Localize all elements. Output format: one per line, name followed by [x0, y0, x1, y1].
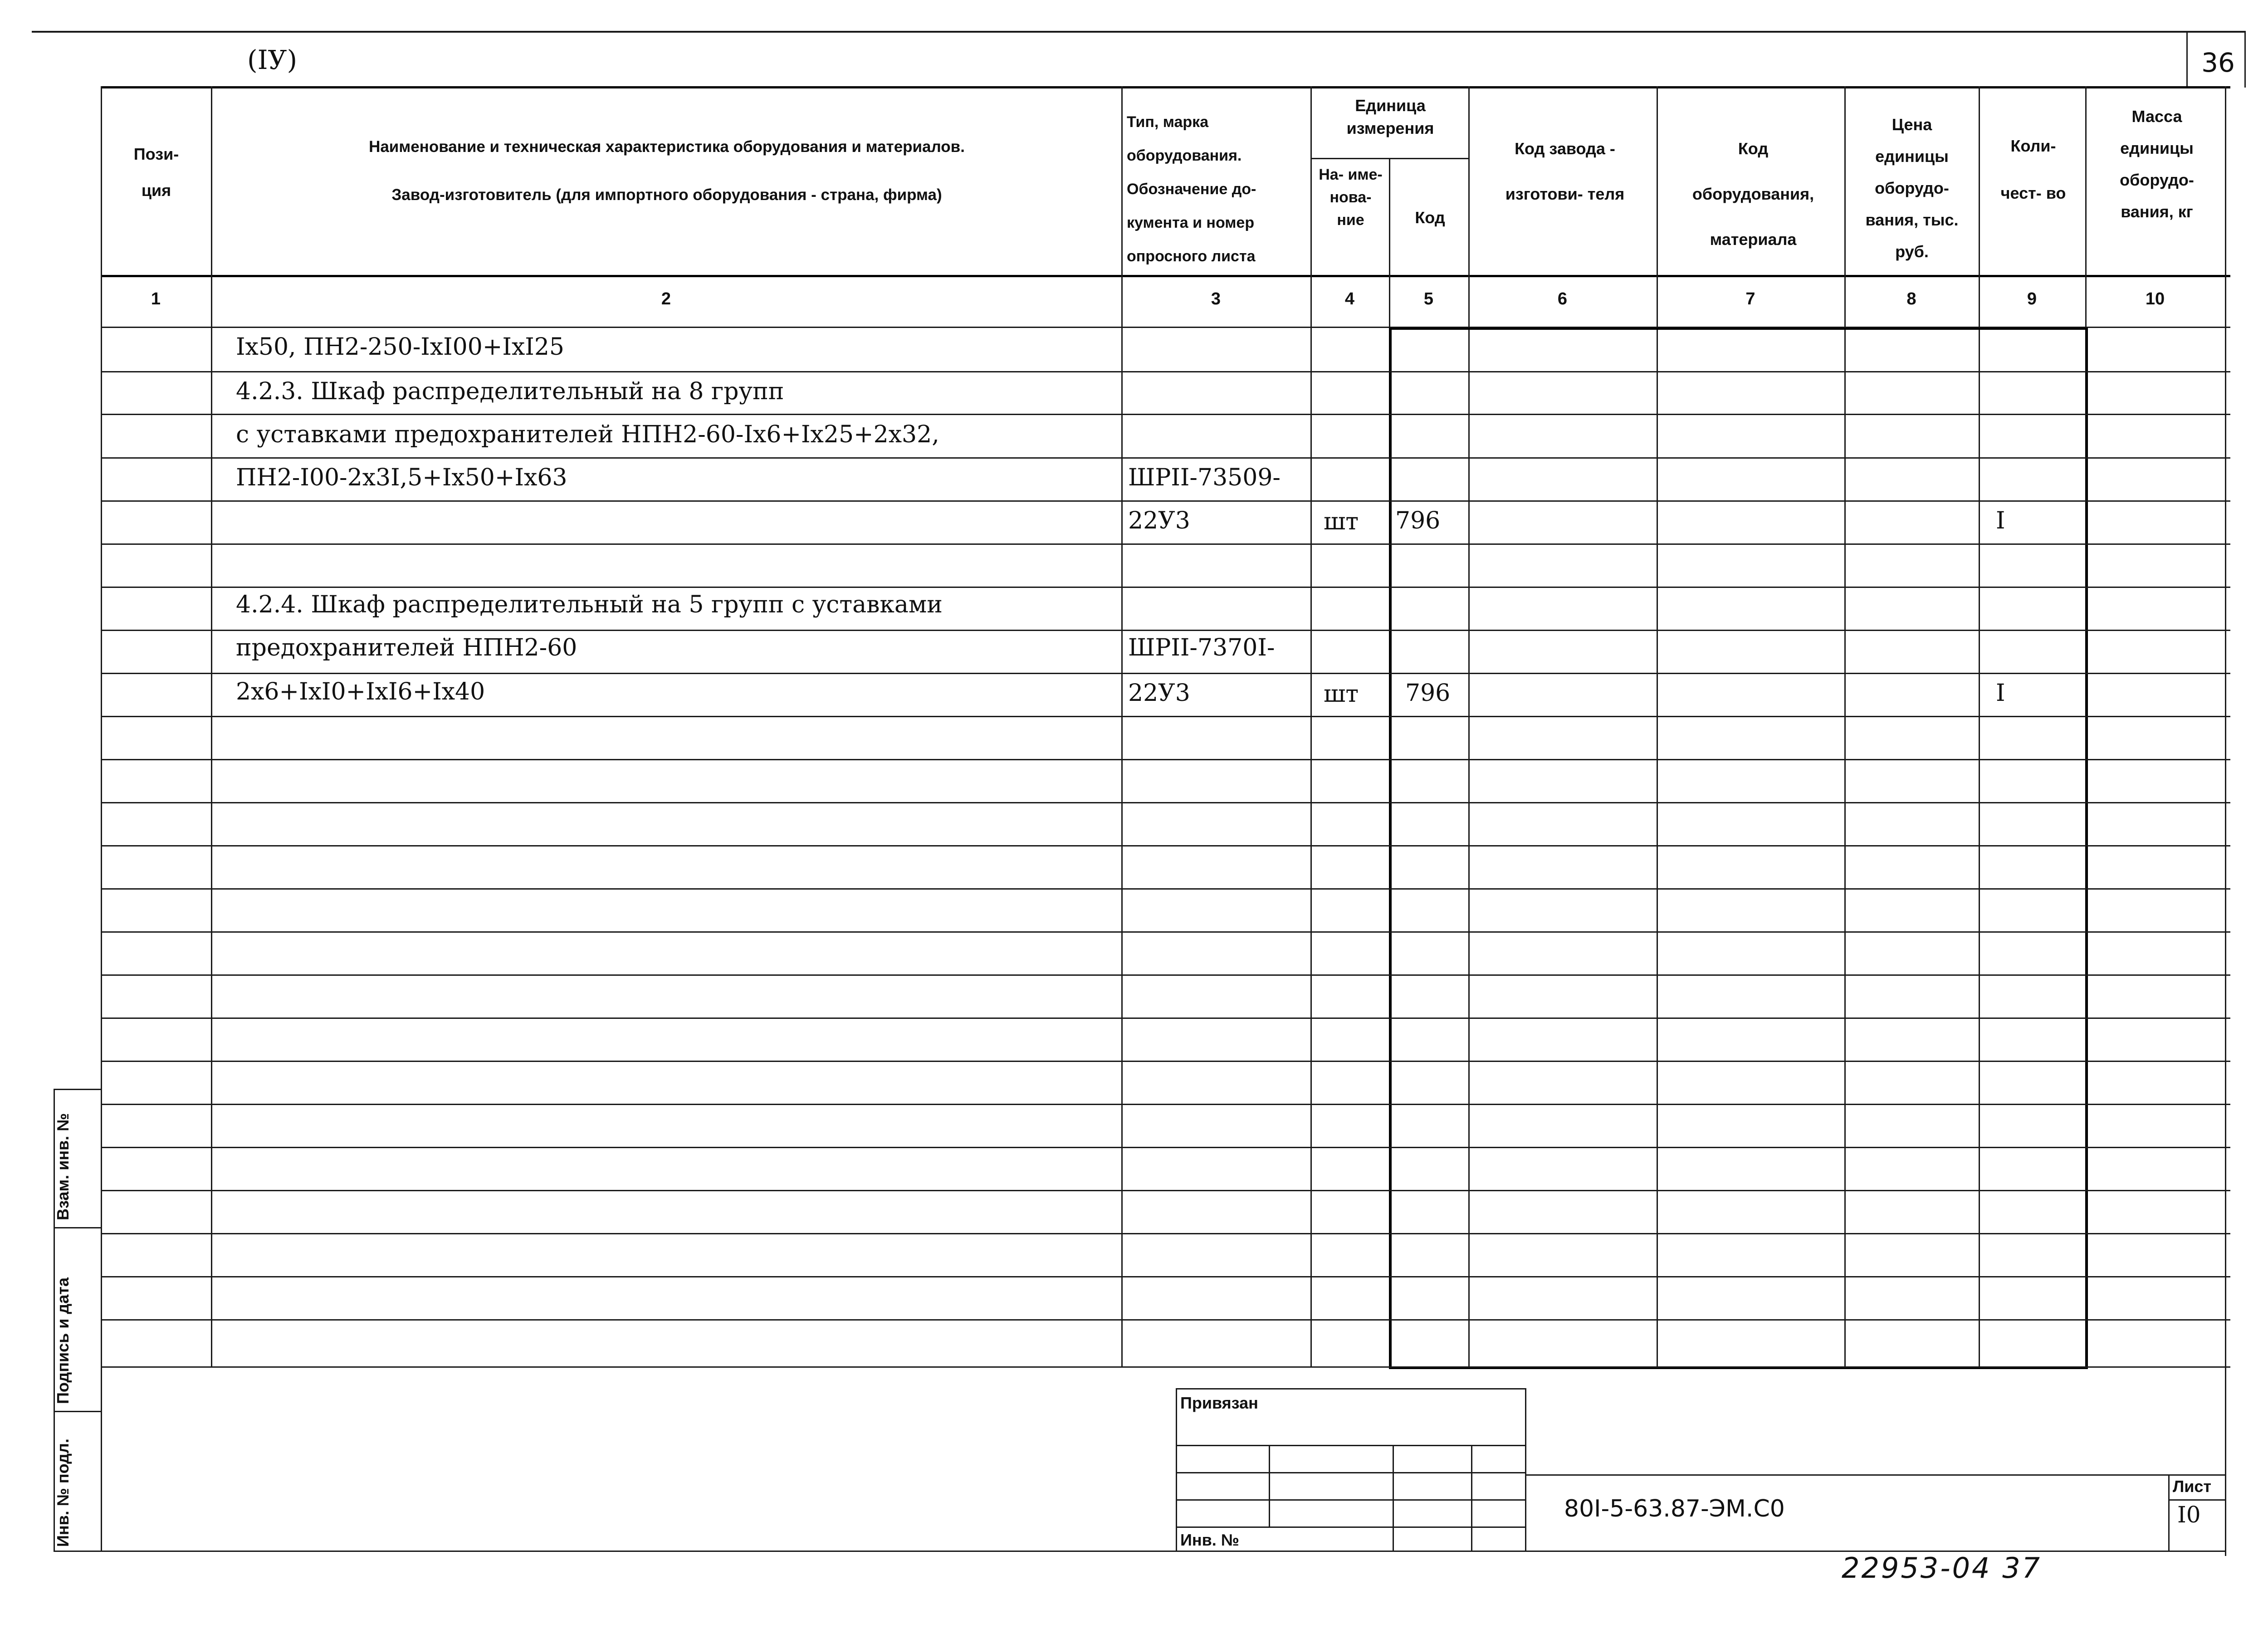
table-top-border: [101, 86, 2230, 88]
row-line: [101, 1233, 2230, 1234]
row-line: [101, 888, 2230, 890]
col-line-2: [1121, 86, 1123, 1368]
privyazan-label: Привязан: [1180, 1394, 1258, 1412]
row-line: [101, 371, 2230, 372]
header-factory-code: Код завода - изготови- теля: [1505, 139, 1625, 203]
header-unit-name: На- име- нова- ние: [1319, 166, 1383, 229]
row-line: [101, 845, 2230, 846]
col-line-8: [1979, 86, 1980, 1368]
titleblock-sheet-left: [2168, 1474, 2170, 1551]
row-line: [101, 587, 2230, 588]
side-stamp-bottom: [54, 1551, 101, 1552]
row-type: ШРII-7370I-: [1128, 634, 1275, 661]
row-type: 22У3: [1128, 507, 1190, 534]
column-number: 4: [1344, 289, 1355, 308]
row-line: [101, 974, 2230, 976]
header-bottom-border: [101, 275, 2230, 277]
column-number: 10: [2145, 289, 2165, 308]
stamp-row-4: [1176, 1526, 1526, 1528]
header-quantity: Коли- чест- во: [2000, 137, 2066, 202]
header-unit-code: Код: [1415, 208, 1445, 227]
row-line: [101, 673, 2230, 674]
side-stamp-divider-1: [54, 1227, 101, 1228]
row-line: [101, 1018, 2230, 1019]
header-position: Пози- ция: [133, 145, 179, 200]
top-border-line: [32, 31, 2245, 33]
header-mass: Масса единицы оборудо- вания, кг: [2120, 107, 2194, 221]
side-stamp-podpis: Подпись и дата: [54, 1277, 72, 1404]
header-unit-group: Единица измерения: [1346, 96, 1434, 137]
row-line: [101, 759, 2230, 760]
col-line-1: [211, 86, 212, 1368]
col-line-10: [2225, 86, 2226, 1556]
row-unit: шт: [1324, 680, 1359, 708]
unit-group-divider: [1310, 158, 1468, 159]
row-line: [101, 543, 2230, 545]
frame-top: [1389, 328, 2088, 330]
row-line: [101, 414, 2230, 415]
footer-number: 22953-04 37: [1842, 1551, 2042, 1585]
col-line-3: [1310, 86, 1312, 1368]
header-type: Тип, марка оборудования. Обозначение до- кумента и номер опросного листа: [1127, 113, 1256, 265]
col-line-6: [1657, 86, 1658, 1368]
column-number: 5: [1423, 289, 1434, 308]
row-qty: I: [1996, 507, 2005, 534]
row-name: ПН2-I00-2х3I,5+Iх50+Iх63: [236, 464, 567, 491]
row-name: предохранителей НПН2-60: [236, 634, 577, 661]
col-line-7: [1844, 86, 1846, 1368]
column-number: 2: [661, 289, 671, 308]
header-price: Цена единицы оборудо- вания, тыс. руб.: [1865, 115, 1959, 261]
section-mark: (IУ): [247, 44, 298, 75]
side-stamp-divider-2: [54, 1411, 101, 1412]
column-number: 7: [1745, 289, 1755, 308]
row-line: [101, 457, 2230, 459]
stamp-col-2: [1393, 1445, 1394, 1551]
row-line: [101, 1061, 2230, 1062]
column-number: 6: [1557, 289, 1568, 308]
row-unit: шт: [1324, 508, 1359, 535]
stamp-col-1: [1269, 1445, 1270, 1526]
frame-right: [2085, 328, 2088, 1369]
row-qty: I: [1996, 680, 2005, 707]
row-name: 2х6+IхI0+IхI6+Iх40: [236, 678, 485, 705]
stamp-row-1: [1176, 1445, 1526, 1446]
stamp-row-3: [1176, 1499, 1526, 1501]
side-stamp-top: [54, 1089, 101, 1090]
row-code: 796: [1395, 507, 1441, 534]
sheet-value: I0: [2177, 1502, 2201, 1528]
row-name: Iх50, ПН2-250-IхI00+IхI25: [236, 333, 564, 361]
inv-no-label: Инв. №: [1180, 1531, 1239, 1549]
side-stamp-inv: Инв. № подл.: [54, 1438, 72, 1547]
col-line-5: [1468, 86, 1470, 1368]
row-line: [101, 1147, 2230, 1148]
row-line: [101, 802, 2230, 803]
document-code: 80I-5-63.87-ЭМ.С0: [1564, 1495, 1785, 1522]
row-code: 796: [1405, 680, 1451, 707]
row-line: [101, 716, 2230, 717]
stamp-col-3: [1471, 1445, 1472, 1551]
column-number: 9: [2027, 289, 2037, 308]
column-number: 1: [151, 289, 161, 308]
row-type: ШРII-73509-: [1128, 464, 1281, 491]
row-line: [101, 1319, 2230, 1321]
page-number-box-left: [2186, 31, 2188, 88]
table-bottom-border: [101, 1366, 2230, 1368]
titleblock-sheet-divider: [2168, 1499, 2226, 1501]
row-type: 22У3: [1128, 680, 1190, 707]
header-equipment-code: Код оборудования, материала: [1692, 139, 1814, 249]
row-line: [101, 500, 2230, 502]
column-number: 3: [1211, 289, 1221, 308]
header-name-line2: Завод-изготовитель (для импортного оборудования - страна, фирма): [391, 186, 942, 204]
page-number-box-right: [2244, 31, 2246, 88]
sheet-label: Лист: [2173, 1477, 2212, 1496]
frame-left: [1389, 328, 1392, 1369]
row-name: 4.2.4. Шкаф распределительный на 5 групп с уставками: [236, 591, 943, 618]
row-line: [101, 931, 2230, 933]
column-number: 8: [1906, 289, 1916, 308]
row-line: [101, 630, 2230, 631]
header-name-line1: Наименование и техническая характеристика оборудования и материалов.: [369, 138, 965, 156]
titleblock-right-top: [1525, 1474, 2226, 1476]
page-number: 36: [2201, 47, 2235, 78]
row-line: [101, 1190, 2230, 1191]
row-line: [101, 1276, 2230, 1277]
side-stamp-vzam: Взам. инв. №: [54, 1113, 72, 1220]
stamp-top: [1176, 1388, 1526, 1389]
stamp-row-2: [1176, 1472, 1526, 1473]
row-name: с уставками предохранителей НПН2-60-Iх6+Iх25+2х32,: [236, 421, 939, 448]
row-line: [101, 1104, 2230, 1105]
row-name: 4.2.3. Шкаф распределительный на 8 групп: [236, 378, 784, 405]
side-stamp-inner-line: [101, 1089, 102, 1551]
